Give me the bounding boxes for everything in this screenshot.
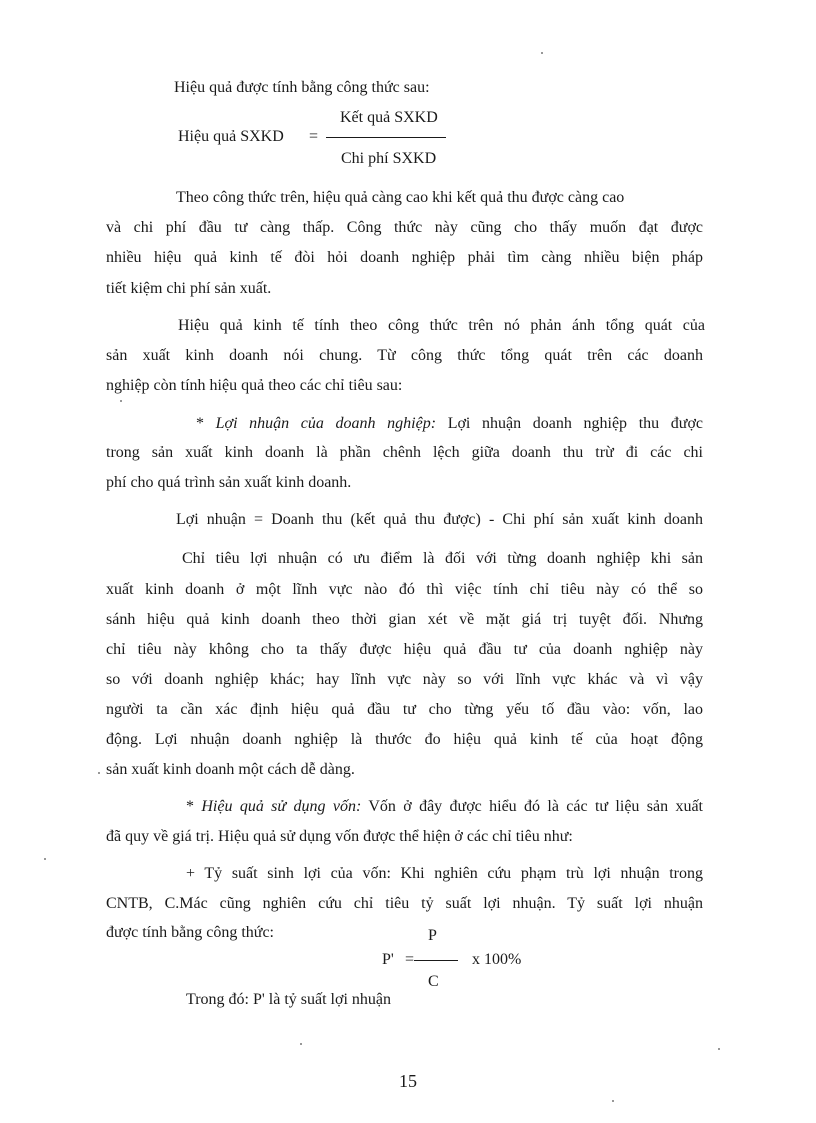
para5-heading: Hiệu quả sử dụng vốn:: [201, 798, 362, 815]
para2-line: sản xuất kinh doanh nói chung. Từ công thức tổng quát trên các doanh: [106, 347, 703, 364]
para3-first-line: [196, 414, 703, 434]
formula1-lhs: Hiệu quả SXKD: [178, 128, 284, 145]
formula3-fraction-bar: [414, 960, 458, 961]
formula3-lhs: P': [382, 951, 394, 968]
para4-line: người ta cần xác định hiệu quả đầu tư cho từng yếu tố đầu vào: vốn, lao: [106, 701, 703, 718]
para1-line: tiết kiệm chi phí sản xuất.: [106, 280, 272, 297]
para1-line: nhiều hiệu quả kinh tế đòi hỏi doanh nghiệp phải tìm càng nhiều biện pháp: [106, 249, 703, 266]
para4-line: xuất kinh doanh ở một lĩnh vực nào đó thì việc tính chỉ tiêu này có thể so: [106, 581, 703, 598]
scan-speck: [120, 400, 122, 402]
para3-bullet: *: [196, 415, 216, 432]
formula3-numerator: P: [428, 927, 437, 944]
formula3-equals: =: [405, 951, 415, 968]
scan-speck: [98, 772, 100, 774]
para5-first-line: [186, 797, 703, 817]
page-number: 15: [399, 1071, 417, 1091]
para4-line: so với doanh nghiệp khác; hay lĩnh vực này so với lĩnh vực khác và vì vậy: [106, 671, 703, 688]
para4-line: sánh hiệu quả kinh doanh theo thời gian xét về mặt giá trị tuyệt đối. Nhưng: [106, 611, 703, 628]
para3-line: phí cho quá trình sản xuất kinh doanh.: [106, 474, 352, 491]
scan-speck: [44, 858, 46, 860]
para2-line: Hiệu quả kinh tế tính theo công thức trên nó phản ánh tổng quát của: [178, 317, 705, 334]
para5-bullet: *: [186, 798, 202, 815]
para6-line: CNTB, C.Mác cũng nghiên cứu chỉ tiêu tỷ suất lợi nhuận. Tỷ suất lợi nhuận: [106, 895, 703, 912]
where-line: Trong đó: P' là tỷ suất lợi nhuận: [186, 991, 391, 1008]
formula1-equals: =: [309, 128, 319, 145]
scan-speck: [541, 52, 543, 54]
para1-line: và chi phí đầu tư càng thấp. Công thức này cũng cho thấy muốn đạt được: [106, 219, 703, 236]
formula3-factor: x 100%: [472, 951, 522, 968]
para3-text: Lợi nhuận doanh nghiệp thu được: [436, 415, 704, 432]
scan-speck: [300, 1043, 302, 1045]
para3-heading: Lợi nhuận của doanh nghiệp:: [215, 415, 437, 432]
formula1-denominator: Chi phí SXKD: [341, 150, 437, 167]
scan-speck: [612, 1100, 614, 1102]
formula1-fraction-bar: [326, 137, 446, 138]
para1-line: Theo công thức trên, hiệu quả càng cao khi kết quả thu được càng cao: [176, 189, 625, 206]
para4-line: Chỉ tiêu lợi nhuận có ưu điểm là đối với từng doanh nghiệp khi sản: [182, 550, 703, 567]
scan-speck: [718, 1048, 720, 1050]
formula3-denominator: C: [428, 973, 439, 990]
para4-line: sản xuất kinh doanh một cách dễ dàng.: [106, 761, 355, 778]
para3-line: trong sản xuất kinh doanh là phần chênh lệch giữa doanh thu trừ đi các chi: [106, 444, 703, 461]
para4-line: động. Lợi nhuận doanh nghiệp là thước đo hiệu quả kinh tế của hoạt động: [106, 731, 703, 748]
formula-profit: Lợi nhuận = Doanh thu (kết quả thu được) - Chi phí sản xuất kinh doanh: [176, 511, 703, 528]
intro-line: Hiệu quả được tính bằng công thức sau:: [174, 79, 430, 96]
para2-line: nghiệp còn tính hiệu quả theo các chỉ tiêu sau:: [106, 377, 403, 394]
para6-line: + Tỷ suất sinh lợi của vốn: Khi nghiên cứu phạm trù lợi nhuận trong: [186, 865, 703, 882]
para5-line: đã quy về giá trị. Hiệu quả sử dụng vốn được thể hiện ở các chỉ tiêu như:: [106, 828, 573, 845]
para4-line: chỉ tiêu này không cho ta thấy được hiệu quả đầu tư của doanh nghiệp này: [106, 641, 703, 658]
formula1-numerator: Kết quả SXKD: [340, 109, 438, 126]
para6-line: được tính bằng công thức:: [106, 924, 274, 941]
para5-text: Vốn ở đây được hiểu đó là các tư liệu sản xuất: [361, 798, 704, 815]
